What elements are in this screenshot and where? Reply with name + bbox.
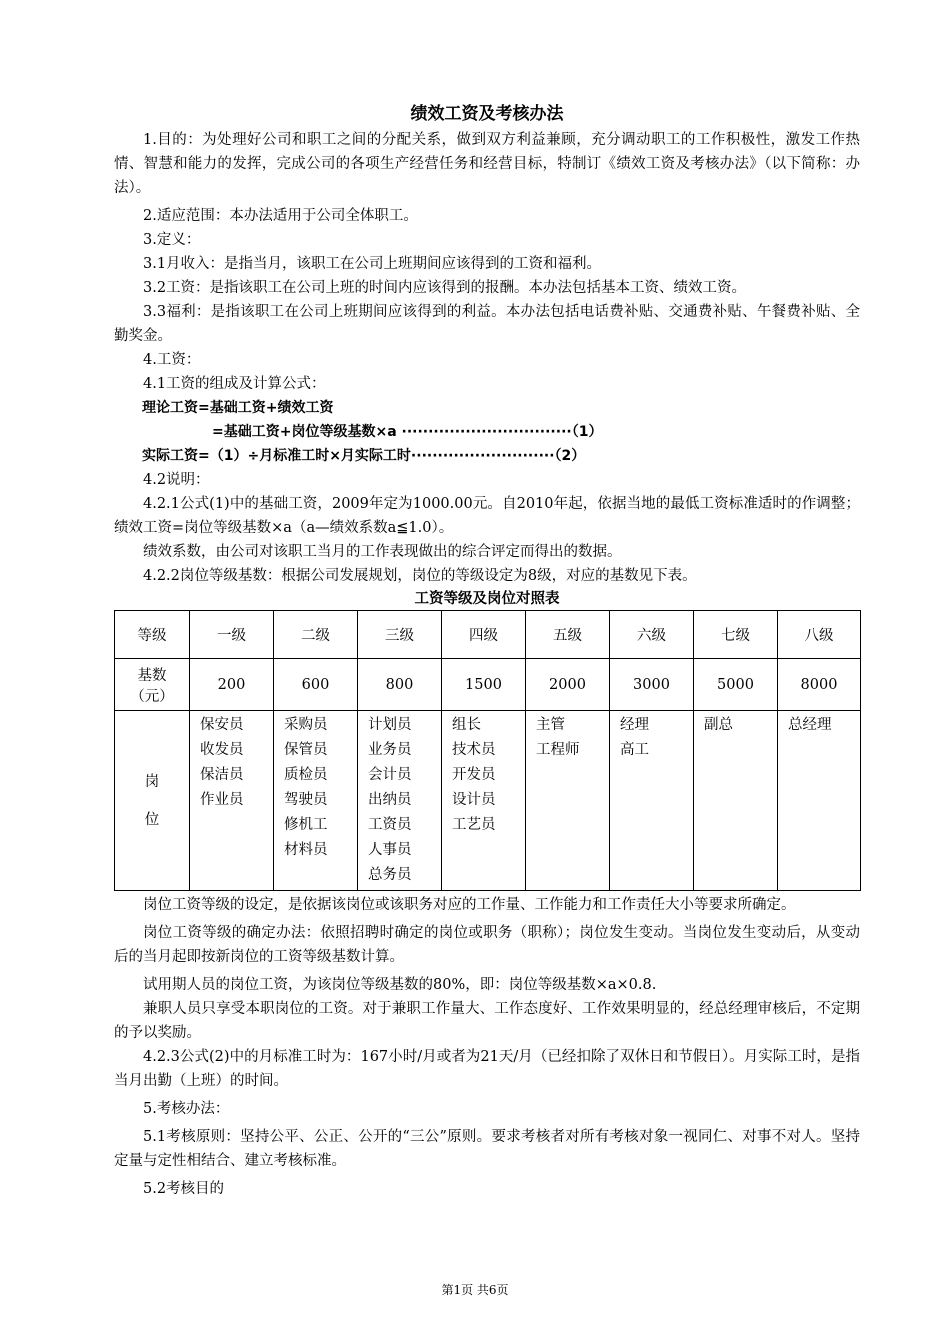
post-name: 组长 — [452, 717, 481, 733]
paragraph: 1.目的：为处理好公司和职工之间的分配关系，做到双方利益兼顾，充分调动职工的工作积极性，激发工作热情、智慧和能力的发挥，完成公司的各项生产经营任务和经营目标，特制订《绩效工资及考核办法》（以下简称：办法）。 — [114, 132, 860, 196]
paragraph: 兼职人员只享受本职岗位的工资。对于兼职工作量大、工作态度好、工作效果明显的，经总经理审核后，不定期的予以奖励。 — [114, 1001, 860, 1041]
post-name: 采购员 — [284, 717, 328, 733]
level-cell: 二级 — [274, 611, 358, 659]
level-cell: 一级 — [190, 611, 274, 659]
table-row-levels — [115, 611, 861, 659]
header-base-label — [115, 659, 190, 711]
table-title: 工资等级及岗位对照表 — [414, 591, 560, 607]
paragraph: 4.工资： — [143, 352, 201, 368]
paragraph: 2.适应范围：本办法适用于公司全体职工。 — [143, 208, 418, 224]
table-row-bases — [115, 659, 861, 711]
base-cell: 1500 — [442, 659, 526, 711]
post-name: 作业员 — [200, 792, 244, 808]
paragraph: 4.2.2岗位等级基数：根据公司发展规划，岗位的等级设定为8级，对应的基数见下表。 — [143, 568, 697, 584]
paragraph: 3.2工资：是指该职工在公司上班的时间内应该得到的报酬。本办法包括基本工资、绩效工资。 — [143, 280, 747, 296]
level-cell: 六级 — [610, 611, 694, 659]
formula-theoretical-wage: 理论工资=基础工资+绩效工资 — [142, 400, 334, 416]
paragraph: 岗位工资等级的确定办法：依照招聘时确定的岗位或职务（职称）；岗位发生变动。当岗位发生变动后，从变动后的当月起即按新岗位的工资等级基数计算。 — [114, 925, 860, 965]
post-cell — [190, 711, 274, 891]
level-cell: 七级 — [694, 611, 778, 659]
header-post-label — [115, 711, 190, 891]
post-name: 经理 — [620, 717, 649, 733]
post-name: 保安员 — [200, 717, 244, 733]
post-cell — [442, 711, 526, 891]
post-name: 工艺员 — [452, 817, 496, 833]
post-label-char: 位 — [144, 811, 160, 828]
document-title: 绩效工资及考核办法 — [410, 104, 564, 124]
post-name: 保洁员 — [200, 767, 244, 783]
paragraph: 3.1月收入：是指当月，该职工在公司上班期间应该得到的工资和福利。 — [143, 256, 602, 272]
formula-theoretical-wage-expanded: =基础工资+岗位等级基数×a ································（1） — [212, 424, 603, 440]
post-name: 计划员 — [368, 717, 412, 733]
level-cell: 四级 — [442, 611, 526, 659]
paragraph: 5.2考核目的 — [143, 1181, 225, 1197]
formula-actual-wage: 实际工资=（1）÷月标准工时×月实际工时···························（2） — [142, 448, 586, 464]
post-name: 设计员 — [452, 792, 496, 808]
paragraph: 4.1工资的组成及计算公式： — [143, 376, 326, 392]
post-cell — [274, 711, 358, 891]
header-level-label: 等级 — [115, 611, 190, 659]
section-after — [114, 893, 860, 1201]
post-name: 总务员 — [368, 867, 412, 883]
page-footer: 第1页 共6页 — [441, 1283, 509, 1297]
post-name: 副总 — [704, 717, 733, 733]
post-cell — [694, 711, 778, 891]
post-name: 质检员 — [284, 767, 328, 783]
document-page — [114, 100, 860, 1201]
post-name: 技术员 — [452, 742, 496, 758]
post-name: 驾驶员 — [284, 792, 328, 808]
post-name: 保管员 — [284, 742, 328, 758]
post-cell — [358, 711, 442, 891]
paragraph: 4.2说明： — [143, 472, 210, 488]
base-cell: 200 — [190, 659, 274, 711]
post-cell — [610, 711, 694, 891]
paragraph: 5.1考核原则：坚持公平、公正、公开的“三公”原则。要求考核者对所有考核对象一视同仁、对事不对人。坚持定量与定性相结合、建立考核标准。 — [114, 1129, 860, 1169]
post-name: 工程师 — [536, 742, 580, 758]
paragraph: 4.2.3公式(2)中的月标准工时为：167小时/月或者为21天/月（已经扣除了双休日和节假日）。月实际工时，是指当月出勤（上班）的时间。 — [114, 1049, 860, 1089]
base-cell: 600 — [274, 659, 358, 711]
base-cell: 3000 — [610, 659, 694, 711]
post-name: 主管 — [536, 717, 565, 733]
base-cell: 800 — [358, 659, 442, 711]
post-cell — [778, 711, 861, 891]
base-cell: 2000 — [526, 659, 610, 711]
level-cell: 八级 — [778, 611, 861, 659]
paragraph: 绩效系数，由公司对该职工当月的工作表现做出的综合评定而得出的数据。 — [143, 544, 622, 560]
wage-level-table — [114, 610, 861, 891]
paragraph: 3.3福利：是指该职工在公司上班期间应该得到的利益。本办法包括电话费补贴、交通费补贴、午餐费补贴、全勤奖金。 — [114, 304, 860, 344]
post-name: 业务员 — [368, 742, 412, 758]
level-cell: 五级 — [526, 611, 610, 659]
post-name: 出纳员 — [368, 792, 412, 808]
post-name: 工资员 — [368, 817, 412, 833]
post-name: 会计员 — [368, 767, 412, 783]
post-name: 总经理 — [788, 717, 832, 733]
paragraph: 3.定义： — [143, 232, 201, 248]
post-label-char: 岗 — [144, 773, 160, 790]
base-cell: 5000 — [694, 659, 778, 711]
post-cell — [526, 711, 610, 891]
post-name: 修机工 — [284, 817, 328, 833]
paragraph: 岗位工资等级的设定，是依据该岗位或该职务对应的工作量、工作能力和工作责任大小等要求所确定。 — [143, 897, 796, 913]
level-cell: 三级 — [358, 611, 442, 659]
paragraph: 4.2.1公式(1)中的基础工资，2009年定为1000.00元。自2010年起，依据当地的最低工资标准适时的作调整；绩效工资=岗位等级基数×a（a—绩效系数a≦1.0）。 — [114, 496, 860, 536]
base-label-unit: （元） — [130, 688, 174, 705]
post-name: 开发员 — [452, 767, 496, 783]
paragraph: 试用期人员的岗位工资，为该岗位等级基数的80%，即：岗位等级基数×a×0.8. — [143, 977, 657, 993]
section-mid — [114, 468, 860, 588]
post-name: 人事员 — [368, 842, 412, 858]
base-cell: 8000 — [778, 659, 861, 711]
post-name: 收发员 — [200, 742, 244, 758]
base-label-line: 基数 — [137, 667, 167, 684]
table-row-posts — [115, 711, 861, 891]
post-name: 高工 — [620, 742, 649, 758]
paragraph: 5.考核办法： — [143, 1101, 230, 1117]
post-name: 材料员 — [284, 842, 328, 858]
section-before — [114, 128, 860, 396]
